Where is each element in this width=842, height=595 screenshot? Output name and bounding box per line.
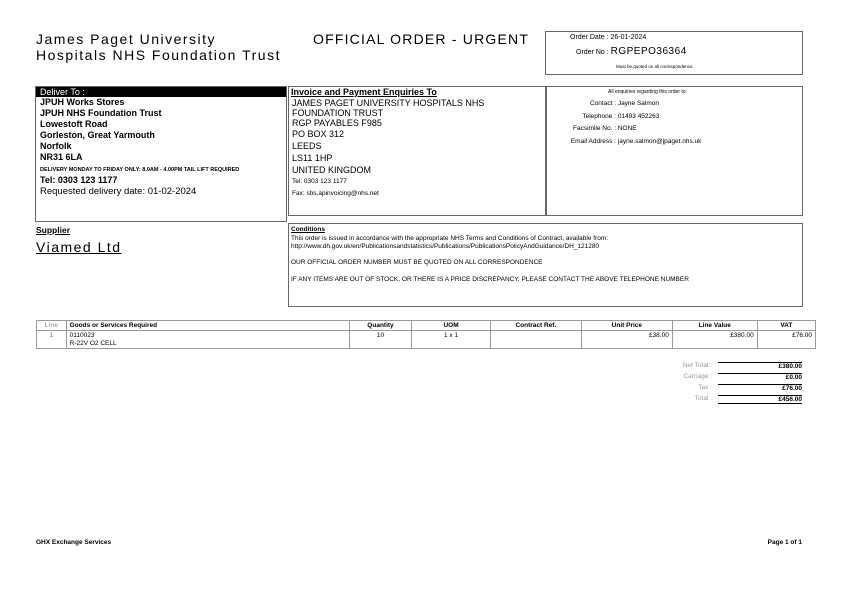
- cell-unit-price: £38.00: [581, 331, 672, 349]
- deliver-line: JPUH Works Stores: [40, 97, 125, 107]
- invoice-line: PO BOX 312: [292, 129, 345, 139]
- deliver-line: Gorleston, Great Yarmouth: [40, 130, 155, 140]
- conditions-text: This order is issued in accordance with the appropriate NHS Terms and Conditions of Contract, available from:: [291, 235, 609, 242]
- deliver-line: JPUH NHS Foundation Trust: [40, 108, 162, 118]
- item-description: R-22V O2 CELL: [69, 340, 117, 347]
- column-header: Quantity: [349, 321, 411, 331]
- order-date-value: 26-01-2024: [610, 34, 647, 41]
- total-value: £456.00: [718, 395, 802, 404]
- invoice-line: RGP PAYABLES F985: [292, 118, 382, 128]
- conditions-link[interactable]: http://www.dh.gov.uk/en/Publicationsandstatistics/Publications/PublicationsPolicyAndGuidance/DH_121280: [291, 243, 600, 250]
- cell-vat: £76.00: [757, 331, 815, 349]
- net-total-value: £380.00: [718, 362, 802, 370]
- footer-provider: GHX Exchange Services: [36, 539, 112, 546]
- order-items-table: [36, 320, 816, 349]
- org-line-1: James Paget University: [36, 31, 217, 47]
- column-header: Line Value: [672, 321, 757, 331]
- invoice-line: LEEDS: [292, 141, 322, 151]
- email-row: [546, 138, 701, 145]
- totals-block: [630, 362, 802, 406]
- org-line-2: Hospitals NHS Foundation Trust: [36, 47, 281, 63]
- carriage-row: [630, 373, 802, 384]
- cell-line-value: £380.00: [672, 331, 757, 349]
- cell-uom: 1 x 1: [412, 331, 491, 349]
- column-header: Goods or Services Required: [66, 321, 349, 331]
- page-number: Page 1 of 1: [767, 539, 802, 546]
- telephone-value: 01493 452263: [617, 113, 660, 120]
- telephone-row: [546, 113, 659, 120]
- deliver-line: Lowestoft Road: [40, 119, 108, 129]
- conditions-text: IF ANY ITEMS ARE OUT OF STOCK, OR THERE IS A PRICE DISCREPANCY, PLEASE CONTACT THE ABOVE TELEPHONE NUMBER: [291, 276, 689, 283]
- table-row: [37, 331, 816, 349]
- invoice-line: JAMES PAGET UNIVERSITY HOSPITALS NHS: [292, 98, 485, 108]
- organisation-name: [36, 31, 281, 63]
- email-label: Email Address :: [570, 138, 616, 145]
- deliver-line: Norfolk: [40, 141, 72, 151]
- column-header: Contract Ref.: [490, 321, 581, 331]
- conditions-heading: Conditions: [291, 226, 325, 233]
- invoice-line: FOUNDATION TRUST: [292, 108, 384, 118]
- fax-row: [546, 125, 637, 132]
- contact-row: [546, 100, 659, 107]
- tax-label: Tax :: [698, 384, 712, 391]
- conditions-text: OUR OFFICIAL ORDER NUMBER MUST BE QUOTED ON ALL CORRESPONDENCE: [291, 259, 543, 266]
- net-total-row: [630, 362, 802, 373]
- fax-label: Facsimile No. :: [573, 125, 616, 132]
- invoice-tel: Tel: 0303 123 1177: [292, 178, 347, 185]
- cell-goods: [66, 331, 349, 349]
- order-number-label: Order No :: [576, 49, 609, 56]
- invoice-line: LS11 1HP: [292, 153, 333, 163]
- invoice-enquiries-box: [288, 86, 547, 216]
- item-code: 0110023: [69, 332, 95, 339]
- tax-value: £76.00: [718, 384, 802, 392]
- cell-line: 1: [37, 331, 67, 349]
- order-date-row: [570, 34, 646, 41]
- contact-value: Jayne Salmon: [617, 100, 660, 107]
- cell-quantity: 10: [349, 331, 411, 349]
- total-row: [630, 395, 802, 406]
- invoice-fax: Fax: sbs.apinvoicing@nhs.net: [292, 190, 379, 197]
- cell-contract-ref: [490, 331, 581, 349]
- order-date-label: Order Date :: [570, 34, 609, 41]
- contact-box: [545, 86, 803, 216]
- contact-heading: All enquiries regarding this order to:: [608, 89, 687, 95]
- total-label: Total :: [694, 395, 712, 402]
- column-header: Line: [37, 321, 67, 331]
- carriage-label: Carriage :: [683, 373, 712, 380]
- invoice-heading: Invoice and Payment Enquiries To: [291, 87, 437, 97]
- tax-row: [630, 384, 802, 395]
- email-value: jayne.salmon@jpaget.nhs.uk: [617, 138, 702, 145]
- document-title: OFFICIAL ORDER - URGENT: [313, 31, 530, 47]
- invoice-line: UNITED KINGDOM: [292, 165, 372, 175]
- deliver-line: NR31 6LA: [40, 152, 83, 162]
- supplier-label: Supplier: [36, 225, 71, 235]
- table-header-row: [37, 321, 816, 331]
- deliver-to-heading: Deliver To :: [36, 87, 286, 97]
- carriage-value: £0.00: [718, 373, 802, 381]
- order-number-value: RGPEPO36364: [610, 46, 687, 57]
- order-reference-box: [545, 31, 803, 75]
- requested-delivery-date: Requested delivery date: 01-02-2024: [40, 186, 197, 197]
- fax-value: NONE: [617, 125, 637, 132]
- deliver-tel: Tel: 0303 123 1177: [40, 175, 118, 185]
- telephone-label: Telephone :: [582, 113, 616, 120]
- quote-note: Must be quoted on all correspondence.: [616, 64, 694, 69]
- conditions-box: [288, 223, 803, 307]
- net-total-label: Net Total :: [682, 362, 712, 369]
- deliver-to-box: [35, 86, 287, 222]
- column-header: VAT: [757, 321, 815, 331]
- contact-label: Contact :: [589, 100, 616, 107]
- supplier-name: Viamed Ltd: [36, 239, 122, 255]
- delivery-note: DELIVERY MONDAY TO FRIDAY ONLY: 8.0AM - 4.00PM TAIL LIFT REQUIRED: [40, 167, 240, 173]
- order-number-row: [576, 46, 687, 57]
- column-header: UOM: [412, 321, 491, 331]
- column-header: Unit Price: [581, 321, 672, 331]
